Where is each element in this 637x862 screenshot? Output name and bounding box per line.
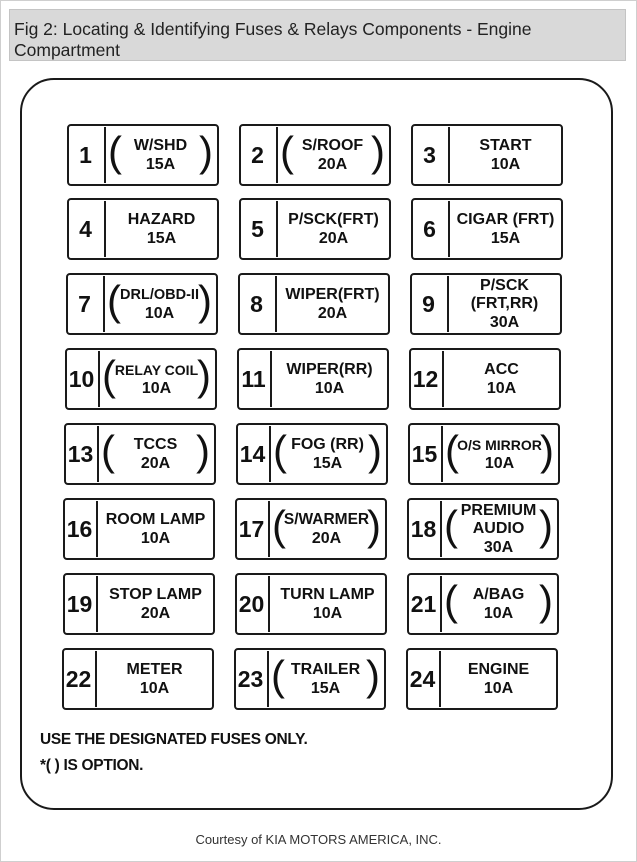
- fuse-number: 11: [241, 366, 266, 392]
- fuse-divider: [276, 201, 278, 257]
- fuse-13: [64, 423, 216, 485]
- fuse-rating: 10A: [486, 379, 517, 397]
- fuse-divider: [267, 651, 269, 707]
- fuse-rating: 10A: [141, 379, 172, 397]
- fuse-name: O/S MIRROR: [457, 436, 542, 453]
- option-bracket-right: ): [539, 502, 553, 549]
- fuse-label: [446, 348, 557, 410]
- fuse-17: [235, 498, 387, 560]
- fuse-rating: 20A: [317, 304, 348, 322]
- fuse-number: 13: [67, 441, 94, 467]
- fuse-divider: [97, 426, 99, 482]
- fuse-number: 14: [239, 441, 266, 467]
- fuse-6: [411, 198, 563, 260]
- fuse-name: ROOM LAMP: [105, 510, 206, 528]
- option-bracket-right: ): [367, 502, 381, 549]
- fuse-divider: [440, 501, 442, 557]
- fuse-label: [108, 198, 215, 260]
- fuse-label: [120, 124, 201, 186]
- fuse-number: 9: [422, 291, 435, 317]
- fuse-label: [99, 648, 210, 710]
- fuse-label: [280, 198, 387, 260]
- fuse-rating: 10A: [484, 454, 515, 472]
- fuse-divider: [440, 576, 442, 632]
- fuse-19: [63, 573, 215, 635]
- fuse-number: 10: [68, 366, 95, 392]
- fuse-number: 23: [237, 666, 264, 692]
- fuse-rating: 30A: [489, 313, 520, 331]
- fuse-number: 18: [410, 516, 437, 542]
- fuse-rating: 20A: [140, 454, 171, 472]
- fuse-23: [234, 648, 386, 710]
- fuse-24: [406, 648, 558, 710]
- fuse-number: 17: [238, 516, 265, 542]
- fuse-name: STOP LAMP: [109, 585, 202, 603]
- fuse-name: START: [479, 136, 532, 154]
- fuse-rating: 10A: [483, 679, 514, 697]
- fuse-divider: [275, 276, 277, 332]
- fuse-name: S/WARMER: [283, 510, 370, 528]
- courtesy-credit: Courtesy of KIA MOTORS AMERICA, INC.: [195, 832, 442, 847]
- fuse-label: [452, 198, 559, 260]
- fuse-divider: [104, 201, 106, 257]
- fuse-divider: [269, 426, 271, 482]
- fuse-number: 16: [66, 516, 93, 542]
- option-bracket-right: ): [199, 128, 213, 175]
- option-bracket-left: (: [108, 128, 122, 175]
- fuse-number: 15: [411, 441, 438, 467]
- fuse-14: [236, 423, 388, 485]
- fuse-rating: 15A: [146, 229, 177, 247]
- fuse-name: HAZARD: [127, 210, 196, 228]
- fuse-label: [457, 423, 542, 485]
- fuse-rating: 10A: [140, 529, 171, 547]
- fuse-divider: [276, 127, 278, 183]
- fuse-number: 6: [423, 216, 436, 242]
- fuse-18: [407, 498, 559, 560]
- fuse-label: [100, 573, 211, 635]
- fuse-15: [408, 423, 560, 485]
- fuse-number: 8: [250, 291, 263, 317]
- fuse-rating: 15A: [310, 679, 341, 697]
- fuse-number: 21: [410, 591, 437, 617]
- option-bracket-right: ): [539, 577, 553, 624]
- fuse-rating: 10A: [139, 679, 170, 697]
- fuse-label: [451, 273, 558, 335]
- fuse-label: [113, 423, 198, 485]
- fuse-divider: [96, 501, 98, 557]
- fuse-number: 4: [79, 216, 92, 242]
- fuse-number: 24: [409, 666, 436, 692]
- fuse-name: A/BAG: [472, 585, 525, 603]
- fuse-label: [443, 648, 554, 710]
- fuse-divider: [448, 201, 450, 257]
- fuse-number: 12: [412, 366, 439, 392]
- fuse-divider: [268, 576, 270, 632]
- fuse-rating: 20A: [140, 604, 171, 622]
- fuse-divider: [98, 351, 100, 407]
- fuse-12: [409, 348, 561, 410]
- fuse-2: [239, 124, 391, 186]
- fuse-rating: 10A: [312, 604, 343, 622]
- fuse-name: P/SCK: [480, 276, 529, 294]
- fuse-name: FOG (RR): [291, 435, 364, 453]
- option-bracket-left: (: [444, 502, 458, 549]
- fuse-number: 1: [79, 142, 92, 168]
- fuse-name: ACC: [484, 360, 519, 378]
- option-bracket-right: ): [540, 427, 554, 474]
- fuse-number: 5: [251, 216, 264, 242]
- fuse-11: [237, 348, 389, 410]
- fuse-9: [410, 273, 562, 335]
- option-bracket-right: ): [197, 352, 211, 399]
- fuse-label: [284, 498, 369, 560]
- option-bracket-left: (: [280, 128, 294, 175]
- fuse-rating: 20A: [311, 529, 342, 547]
- fuse-label: [456, 573, 541, 635]
- fuse-name: DRL/OBD-II: [120, 286, 199, 303]
- fuse-label: [119, 273, 200, 335]
- fuse-rating: 10A: [490, 155, 521, 173]
- fuse-3: [411, 124, 563, 186]
- option-bracket-left: (: [444, 577, 458, 624]
- fuse-rating: 30A: [483, 538, 514, 556]
- option-bracket-right: ): [368, 427, 382, 474]
- fuse-number: 2: [251, 142, 264, 168]
- fuse-10: [65, 348, 217, 410]
- fuse-divider: [95, 651, 97, 707]
- fuse-rating: 15A: [490, 229, 521, 247]
- fuse-name: CIGAR (FRT): [456, 210, 555, 228]
- figure-header: [9, 9, 626, 61]
- option-bracket-right: ): [196, 427, 210, 474]
- fuse-label: [274, 348, 385, 410]
- fuse-name: WIPER(RR): [286, 360, 373, 378]
- fuse-label: [452, 124, 559, 186]
- fuse-label: [292, 124, 373, 186]
- option-bracket-left: (: [271, 652, 285, 699]
- fuse-1: [67, 124, 219, 186]
- fuse-divider: [103, 276, 105, 332]
- fuse-label: [279, 273, 386, 335]
- fuse-divider: [447, 276, 449, 332]
- option-bracket-left: (: [102, 352, 116, 399]
- usage-note: USE THE DESIGNATED FUSES ONLY.: [40, 731, 308, 748]
- fuse-divider: [439, 651, 441, 707]
- fuse-divider: [96, 576, 98, 632]
- fuse-8: [238, 273, 390, 335]
- option-bracket-left: (: [101, 427, 115, 474]
- fuse-rating: 15A: [145, 155, 176, 173]
- fuse-rating: 15A: [312, 454, 343, 472]
- figure-title: Fig 2: Locating & Identifying Fuses & Relays Components - Engine Compartment: [14, 19, 532, 60]
- fuse-7: [66, 273, 218, 335]
- option-bracket-left: (: [107, 277, 121, 324]
- fuse-divider: [268, 501, 270, 557]
- fuse-label: [114, 348, 199, 410]
- fuse-name: P/SCK(FRT): [288, 210, 379, 228]
- fuse-divider: [270, 351, 272, 407]
- fuse-rating: 10A: [314, 379, 345, 397]
- fuse-number: 20: [238, 591, 265, 617]
- fuse-label: [283, 648, 368, 710]
- fuse-number: 3: [423, 142, 436, 168]
- fuse-20: [235, 573, 387, 635]
- fuse-5: [239, 198, 391, 260]
- fuse-16: [63, 498, 215, 560]
- fuse-name: W/SHD: [133, 136, 188, 154]
- fuse-4: [67, 198, 219, 260]
- fuse-name: ENGINE: [467, 660, 530, 678]
- fuse-label: [100, 498, 211, 560]
- fuse-name: PREMIUM: [460, 501, 537, 519]
- fuse-rating: 20A: [318, 229, 349, 247]
- fuse-number: 19: [66, 591, 93, 617]
- option-bracket-left: (: [445, 427, 459, 474]
- fuse-name: TURN LAMP: [280, 585, 375, 603]
- fuse-name: (FRT,RR): [470, 294, 539, 312]
- option-note: *( ) IS OPTION.: [40, 757, 144, 774]
- option-bracket-right: ): [366, 652, 380, 699]
- fuse-rating: 10A: [483, 604, 514, 622]
- fuse-name: AUDIO: [472, 519, 525, 537]
- fuse-name: TCCS: [133, 435, 178, 453]
- option-bracket-right: ): [198, 277, 212, 324]
- fuse-divider: [104, 127, 106, 183]
- option-bracket-right: ): [371, 128, 385, 175]
- fuse-name: METER: [126, 660, 183, 678]
- option-bracket-left: (: [273, 427, 287, 474]
- fuse-22: [62, 648, 214, 710]
- fuse-name: S/ROOF: [301, 136, 364, 154]
- fuse-name: TRAILER: [290, 660, 361, 678]
- option-bracket-left: (: [272, 502, 286, 549]
- fuse-rating: 20A: [317, 155, 348, 173]
- fuse-21: [407, 573, 559, 635]
- fuse-name: WIPER(FRT): [285, 285, 380, 303]
- fuse-number: 22: [65, 666, 92, 692]
- fuse-label: [272, 573, 383, 635]
- fuse-name: RELAY COIL: [114, 361, 199, 378]
- fuse-divider: [448, 127, 450, 183]
- fuse-divider: [441, 426, 443, 482]
- fuse-label: [285, 423, 370, 485]
- fuse-rating: 10A: [144, 304, 175, 322]
- fuse-divider: [442, 351, 444, 407]
- fuse-number: 7: [78, 291, 91, 317]
- fuse-label: [456, 498, 541, 560]
